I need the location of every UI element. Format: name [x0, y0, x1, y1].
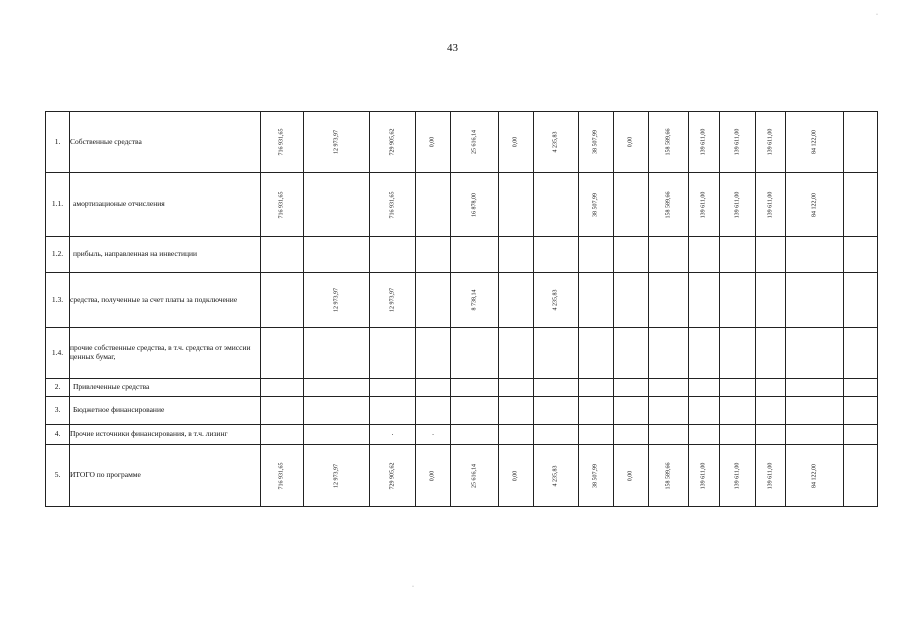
value-cell: [534, 425, 579, 445]
cell-value: 729 905,62: [389, 462, 396, 489]
value-cell: [370, 445, 416, 507]
cell-value: 158 589,66: [665, 128, 672, 156]
cell-value: 139 611,00: [767, 462, 774, 489]
scan-mark: ·: [431, 430, 435, 439]
value-cell: [499, 397, 534, 425]
value-cell: [689, 425, 720, 445]
row-label: Прочие источники финансирования, в т.ч. лизинг: [70, 425, 261, 445]
scan-mark: ·: [391, 430, 394, 439]
value-cell: [756, 173, 786, 237]
value-cell: [756, 112, 786, 173]
value-cell: [844, 397, 878, 425]
value-cell: [844, 445, 878, 507]
value-cell: [579, 379, 614, 397]
cell-value: 0,00: [429, 470, 436, 481]
value-cell: [261, 379, 304, 397]
row-number: 4.: [46, 425, 70, 445]
table-row: [46, 173, 878, 237]
value-cell: [786, 273, 844, 328]
cell-value: 4 235,83: [552, 289, 559, 311]
value-cell: [579, 445, 614, 507]
value-cell: [370, 379, 416, 397]
value-cell: [261, 328, 304, 379]
value-cell: [370, 397, 416, 425]
cell-value: 84 122,00: [811, 130, 818, 154]
value-cell: [844, 425, 878, 445]
value-cell: [304, 173, 370, 237]
value-cell: [649, 237, 689, 273]
value-cell: [786, 397, 844, 425]
value-cell: [720, 445, 756, 507]
value-cell: [614, 112, 649, 173]
table-row: [46, 328, 878, 379]
value-cell: [370, 237, 416, 273]
value-cell: [499, 328, 534, 379]
table-row: [46, 112, 878, 173]
row-label: Бюджетное финансирование: [70, 397, 261, 425]
value-cell: [416, 273, 451, 328]
cell-value: 716 931,65: [278, 462, 285, 489]
value-cell: [416, 112, 451, 173]
cell-value: 25 616,14: [471, 130, 478, 154]
cell-value: 139 611,00: [734, 462, 741, 489]
value-cell: [786, 445, 844, 507]
value-cell: [261, 397, 304, 425]
value-cell: [720, 273, 756, 328]
value-cell: [451, 379, 499, 397]
value-cell: [614, 328, 649, 379]
cell-value: 139 611,00: [734, 128, 741, 156]
value-cell: [614, 173, 649, 237]
value-cell: [689, 328, 720, 379]
cell-value: 716 931,65: [278, 128, 285, 156]
value-cell: [844, 173, 878, 237]
value-cell: [614, 425, 649, 445]
value-cell: [614, 445, 649, 507]
value-cell: [304, 328, 370, 379]
value-cell: [756, 379, 786, 397]
value-cell: [786, 379, 844, 397]
value-cell: [689, 397, 720, 425]
value-cell: [304, 273, 370, 328]
cell-value: 0,00: [627, 470, 634, 481]
value-cell: [261, 173, 304, 237]
value-cell: [579, 328, 614, 379]
value-cell: [786, 173, 844, 237]
value-cell: [416, 425, 451, 445]
value-cell: [304, 112, 370, 173]
row-label: Привлеченные средства: [70, 379, 261, 397]
value-cell: [499, 173, 534, 237]
value-cell: [416, 445, 451, 507]
value-cell: [534, 237, 579, 273]
cell-value: 716 931,65: [278, 191, 285, 218]
value-cell: [304, 237, 370, 273]
cell-value: 716 931,65: [389, 191, 396, 218]
cell-value: 25 616,14: [471, 463, 478, 488]
table-row: [46, 379, 878, 397]
value-cell: [689, 379, 720, 397]
value-cell: [689, 273, 720, 328]
value-cell: [649, 425, 689, 445]
cell-value: 12 973,97: [333, 288, 340, 312]
value-cell: [689, 237, 720, 273]
value-cell: [451, 273, 499, 328]
value-cell: [304, 425, 370, 445]
value-cell: [720, 173, 756, 237]
cell-value: 158 589,66: [665, 191, 672, 218]
value-cell: [534, 112, 579, 173]
value-cell: [261, 273, 304, 328]
value-cell: [614, 379, 649, 397]
value-cell: [451, 173, 499, 237]
cell-value: 139 611,00: [700, 462, 707, 489]
value-cell: [786, 328, 844, 379]
value-cell: [720, 112, 756, 173]
row-number: 1.: [46, 112, 70, 173]
row-number: 3.: [46, 397, 70, 425]
value-cell: [649, 273, 689, 328]
table-row: [46, 425, 878, 445]
value-cell: [756, 397, 786, 425]
value-cell: [534, 379, 579, 397]
value-cell: [786, 425, 844, 445]
value-cell: [844, 328, 878, 379]
value-cell: [756, 425, 786, 445]
cell-value: 0,00: [627, 136, 634, 148]
cell-value: 12 973,97: [333, 463, 340, 488]
row-label: амортизационые отчисления: [70, 173, 261, 237]
value-cell: [499, 112, 534, 173]
value-cell: [451, 445, 499, 507]
cell-value: 139 611,00: [700, 128, 707, 156]
value-cell: [844, 379, 878, 397]
row-label: Собственные средства: [70, 112, 261, 173]
value-cell: [416, 328, 451, 379]
value-cell: [499, 379, 534, 397]
cell-value: 38 507,99: [592, 130, 599, 154]
value-cell: [720, 397, 756, 425]
value-cell: [304, 397, 370, 425]
value-cell: [499, 273, 534, 328]
value-cell: [370, 328, 416, 379]
value-cell: [370, 173, 416, 237]
value-cell: [844, 112, 878, 173]
cell-value: 139 611,00: [734, 191, 741, 218]
row-number: 1.1.: [46, 173, 70, 237]
cell-value: 12 973,97: [333, 130, 340, 154]
scan-dot: ·: [412, 584, 414, 590]
value-cell: [579, 425, 614, 445]
financing-sources-table: [45, 111, 878, 507]
cell-value: 38 507,99: [592, 192, 599, 217]
value-cell: [416, 379, 451, 397]
value-cell: [451, 237, 499, 273]
value-cell: [720, 328, 756, 379]
row-label: прочие собственные средства, в т.ч. средства от эмиссии ценных бумаг,: [70, 328, 261, 379]
value-cell: [689, 112, 720, 173]
page-number: 43: [447, 42, 458, 54]
value-cell: [370, 425, 416, 445]
value-cell: [451, 425, 499, 445]
cell-value: 0,00: [512, 470, 519, 481]
cell-value: 0,00: [512, 136, 519, 148]
value-cell: [261, 237, 304, 273]
cell-value: 4 235,83: [552, 465, 559, 486]
value-cell: [534, 445, 579, 507]
value-cell: [786, 237, 844, 273]
row-label: средства, полученные за счет платы за подключение: [70, 273, 261, 328]
row-label: прибыль, направленная на инвестиции: [70, 237, 261, 273]
value-cell: [304, 379, 370, 397]
value-cell: [370, 273, 416, 328]
value-cell: [534, 397, 579, 425]
scan-dot: ·: [876, 12, 878, 18]
value-cell: [261, 425, 304, 445]
value-cell: [304, 445, 370, 507]
value-cell: [416, 173, 451, 237]
row-number: 1.2.: [46, 237, 70, 273]
value-cell: [649, 173, 689, 237]
table-row: [46, 237, 878, 273]
value-cell: [534, 328, 579, 379]
value-cell: [579, 397, 614, 425]
cell-value: 139 611,00: [767, 128, 774, 156]
value-cell: [844, 237, 878, 273]
value-cell: [579, 237, 614, 273]
value-cell: [579, 173, 614, 237]
value-cell: [261, 445, 304, 507]
value-cell: [614, 397, 649, 425]
cell-value: 12 973,97: [389, 288, 396, 312]
cell-value: 38 507,99: [592, 463, 599, 488]
value-cell: [614, 237, 649, 273]
value-cell: [756, 273, 786, 328]
table-row: [46, 397, 878, 425]
value-cell: [649, 397, 689, 425]
value-cell: [451, 397, 499, 425]
value-cell: [261, 112, 304, 173]
value-cell: [370, 112, 416, 173]
row-number: 1.3.: [46, 273, 70, 328]
value-cell: [416, 397, 451, 425]
cell-value: 4 235,83: [552, 131, 559, 153]
cell-value: 84 122,00: [811, 192, 818, 217]
value-cell: [499, 445, 534, 507]
value-cell: [499, 237, 534, 273]
value-cell: [689, 173, 720, 237]
row-label: ИТОГО по программе: [70, 445, 261, 507]
value-cell: [786, 112, 844, 173]
row-number: 1.4.: [46, 328, 70, 379]
cell-value: 729 905,62: [389, 128, 396, 156]
value-cell: [579, 112, 614, 173]
cell-value: 16 878,00: [471, 192, 478, 217]
value-cell: [534, 273, 579, 328]
value-cell: [720, 237, 756, 273]
value-cell: [844, 273, 878, 328]
value-cell: [649, 328, 689, 379]
table-row: [46, 273, 878, 328]
value-cell: [499, 425, 534, 445]
cell-value: 8 738,14: [471, 289, 478, 311]
value-cell: [579, 273, 614, 328]
value-cell: [416, 237, 451, 273]
row-number: 5.: [46, 445, 70, 507]
value-cell: [689, 445, 720, 507]
cell-value: 84 122,00: [811, 463, 818, 488]
value-cell: [649, 379, 689, 397]
value-cell: [614, 273, 649, 328]
value-cell: [451, 328, 499, 379]
cell-value: 158 589,66: [665, 462, 672, 489]
value-cell: [720, 425, 756, 445]
value-cell: [649, 445, 689, 507]
value-cell: [756, 237, 786, 273]
cell-value: 0,00: [429, 136, 436, 148]
table-row: [46, 445, 878, 507]
value-cell: [451, 112, 499, 173]
cell-value: 139 611,00: [767, 191, 774, 218]
value-cell: [534, 173, 579, 237]
value-cell: [756, 328, 786, 379]
value-cell: [649, 112, 689, 173]
value-cell: [756, 445, 786, 507]
cell-value: 139 611,00: [700, 191, 707, 218]
row-number: 2.: [46, 379, 70, 397]
value-cell: [720, 379, 756, 397]
